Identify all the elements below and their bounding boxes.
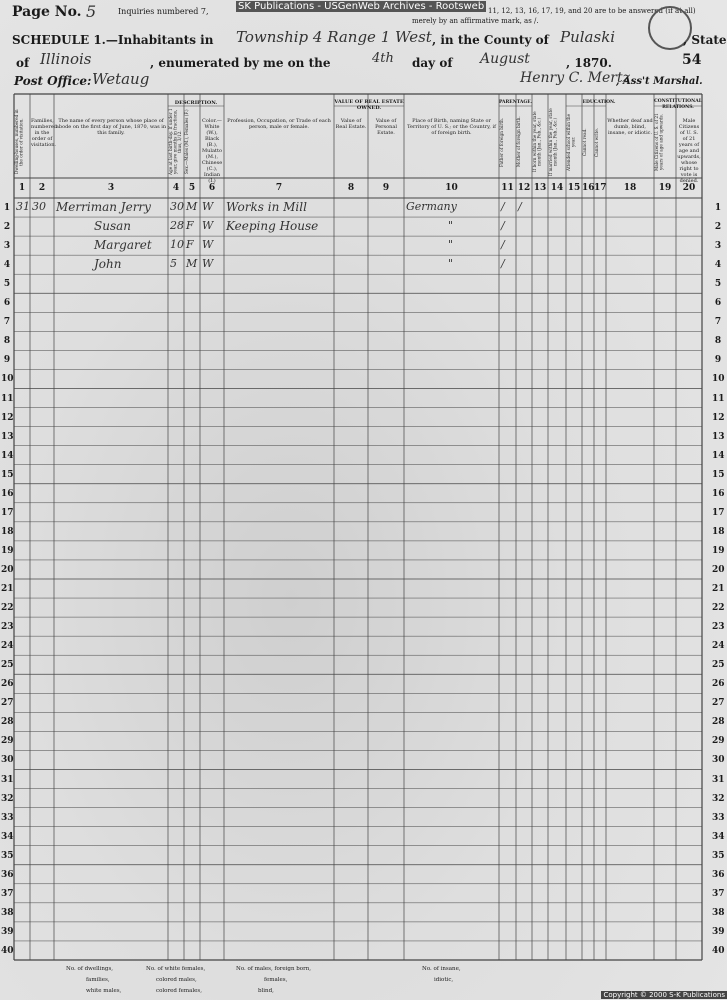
row-number-left: 6 xyxy=(3,298,11,309)
row-number-right: 26 xyxy=(712,679,725,690)
row-number-right: 8 xyxy=(714,336,722,347)
row-number-right: 18 xyxy=(712,526,725,537)
inquiries-note-right: 11, 12, 13, 16, 17, 19, and 20 are to be answered (if at all) xyxy=(488,7,696,15)
person-color: W xyxy=(202,200,214,213)
row-number-left: 1 xyxy=(3,203,11,213)
group-header-constitutional: CONSTITUTIONAL RELATIONS. xyxy=(654,99,702,110)
column-number-7: 7 xyxy=(275,183,283,193)
father-foreign-mark: / xyxy=(501,200,505,213)
row-number-left: 7 xyxy=(3,317,11,328)
person-age: 10 xyxy=(170,238,184,252)
row-number-right: 30 xyxy=(712,755,725,766)
person-sex: F xyxy=(186,219,194,233)
row-number-right: 37 xyxy=(712,888,725,899)
person-birthplace: Germany xyxy=(406,200,457,213)
column-header-11: Father of foreign birth. xyxy=(499,117,504,167)
row-number-right: 35 xyxy=(712,850,725,861)
column-header-13: If born within the year, state month (Jan., Feb., &c.) xyxy=(532,111,542,173)
day-value: 4th xyxy=(372,51,394,66)
footer-females-foreign: females, xyxy=(264,977,288,983)
column-number-14: 14 xyxy=(550,183,564,193)
row-number-left: 20 xyxy=(1,564,14,575)
column-header-1: Dwelling-houses, numbered in the order of visitation. xyxy=(14,109,24,175)
state-value: Illinois xyxy=(40,50,92,68)
column-header-2: Families, numbered in the order of visitation. xyxy=(31,118,57,148)
column-header-12: Mother of foreign birth. xyxy=(516,116,521,168)
row-number-right: 27 xyxy=(712,698,725,709)
row-number-right: 12 xyxy=(712,412,725,423)
row-number-left: 35 xyxy=(1,850,14,861)
column-header-6: Color.—White (W.), Black (B.), Mulatto (M.), Chinese (C.), Indian (I.) xyxy=(201,118,223,184)
column-number-20: 20 xyxy=(682,183,696,193)
person-birthplace: " xyxy=(448,238,454,252)
day-label: day of xyxy=(412,56,453,70)
father-foreign-mark: / xyxy=(501,257,505,271)
row-number-left: 4 xyxy=(3,260,11,271)
column-number-17: 17 xyxy=(594,183,607,193)
column-header-14: If married within the year, state month (Jan., Feb., &c.) xyxy=(548,108,558,176)
footer-colored-males: colored males, xyxy=(156,977,197,983)
township-value: Township 4 Range 1 West xyxy=(236,28,432,46)
column-header-8: Value of Real Estate. xyxy=(335,118,367,130)
row-number-right: 33 xyxy=(712,812,725,823)
row-number-left: 22 xyxy=(1,603,14,614)
marshal-label: , Ass't Marshal. xyxy=(616,76,703,87)
row-number-left: 16 xyxy=(1,488,14,499)
column-number-19: 19 xyxy=(658,183,672,193)
county-value: Pulaski xyxy=(560,28,616,46)
post-office-label: Post Office: xyxy=(14,74,92,88)
group-header-education: EDUCATION. xyxy=(582,100,616,105)
row-number-left: 31 xyxy=(1,774,14,785)
copyright-notice: Copyright © 2000 S-K Publications xyxy=(603,991,725,999)
column-header-9: Value of Personal Estate. xyxy=(375,118,397,136)
row-number-right: 22 xyxy=(712,603,725,614)
row-number-left: 21 xyxy=(1,584,14,594)
row-number-right: 29 xyxy=(712,736,725,747)
county-label: , in the County of xyxy=(432,33,549,47)
row-number-right: 25 xyxy=(712,660,725,671)
column-number-16: 16 xyxy=(582,183,595,193)
watermark-banner: SK Publications - USGenWeb Archives - Rootsweb xyxy=(238,1,485,12)
column-header-15: Attended school within the year. xyxy=(566,113,576,171)
row-number-right: 17 xyxy=(712,507,725,518)
column-header-3: The name of every person whose place of abode on the first day of June, 1870, was in this family. xyxy=(55,118,167,136)
row-number-right: 14 xyxy=(712,450,725,461)
person-occupation: Works in Mill xyxy=(226,200,307,214)
row-number-left: 3 xyxy=(3,241,11,252)
row-number-right: 24 xyxy=(712,641,725,652)
row-number-left: 34 xyxy=(1,831,14,842)
person-age: 30 xyxy=(170,200,184,213)
row-number-right: 7 xyxy=(714,317,722,328)
column-number-12: 12 xyxy=(517,183,531,193)
column-number-11: 11 xyxy=(501,183,514,193)
row-number-right: 38 xyxy=(712,907,725,918)
marshal-name: Henry C. Mertz xyxy=(520,70,630,86)
row-number-left: 17 xyxy=(1,507,14,518)
footer-colored-females: colored females, xyxy=(156,988,202,994)
column-header-20: Male Citizens of U. S. of 21 years of age and upwards, whose right to vote is denied. xyxy=(677,118,701,184)
row-number-right: 11 xyxy=(712,393,725,404)
row-number-right: 40 xyxy=(712,945,725,956)
row-number-right: 20 xyxy=(712,564,725,575)
row-number-right: 10 xyxy=(712,374,725,385)
person-sex: M xyxy=(186,200,198,213)
row-number-left: 25 xyxy=(1,660,14,671)
post-office-value: Wetaug xyxy=(92,70,150,88)
person-occupation: Keeping House xyxy=(226,219,319,234)
row-number-left: 30 xyxy=(1,755,14,766)
person-birthplace: " xyxy=(448,257,454,271)
group-header-parentage: PARENTAGE. xyxy=(499,100,533,105)
row-number-left: 14 xyxy=(1,450,14,461)
row-number-right: 28 xyxy=(712,717,725,728)
column-number-6: 6 xyxy=(208,183,216,193)
footer-white-males: white males, xyxy=(86,988,122,994)
state-label: , State xyxy=(683,33,727,47)
row-number-right: 6 xyxy=(714,298,722,309)
column-number-9: 9 xyxy=(382,183,390,193)
group-header-description: DESCRIPTION. xyxy=(174,100,218,106)
row-number-left: 36 xyxy=(1,869,14,880)
person-sex: F xyxy=(186,238,194,252)
row-number-right: 32 xyxy=(712,793,725,804)
person-age: 5 xyxy=(170,257,177,271)
footer-families: families, xyxy=(86,977,110,983)
person-sex: M xyxy=(186,257,198,271)
person-birthplace: " xyxy=(448,219,454,233)
column-number-10: 10 xyxy=(445,183,458,193)
row-number-right: 23 xyxy=(712,622,725,633)
row-number-left: 23 xyxy=(1,622,14,633)
column-header-4: Age at last birth-day. If under 1 year, give months in fractions, thus, 3/12. xyxy=(168,108,183,176)
of-label: of xyxy=(16,56,30,70)
row-number-right: 3 xyxy=(714,241,722,252)
family-number: 30 xyxy=(32,200,46,213)
footer-white-females: No. of white females, xyxy=(146,966,206,972)
row-number-right: 9 xyxy=(714,355,722,366)
row-number-right: 2 xyxy=(714,222,722,233)
row-number-right: 4 xyxy=(714,260,722,271)
row-number-left: 5 xyxy=(3,279,11,290)
column-number-8: 8 xyxy=(347,183,355,193)
column-number-18: 18 xyxy=(623,183,637,193)
page-label: Page No. xyxy=(12,4,82,20)
row-number-left: 29 xyxy=(1,736,14,747)
person-color: W xyxy=(202,219,214,233)
row-number-left: 15 xyxy=(1,469,14,480)
row-number-left: 2 xyxy=(3,222,11,233)
schedule-label: SCHEDULE 1.—Inhabitants in xyxy=(12,33,214,47)
person-color: W xyxy=(202,257,214,271)
row-number-left: 8 xyxy=(3,336,11,347)
row-number-left: 9 xyxy=(3,355,11,366)
column-header-5: Sex.—Males (M.), Females (F.) xyxy=(184,109,189,175)
father-foreign-mark: / xyxy=(501,238,505,252)
row-number-left: 37 xyxy=(1,888,14,899)
year-label: , 1870. xyxy=(566,56,612,70)
row-number-left: 28 xyxy=(1,717,14,728)
footer-insane: No. of insane, xyxy=(422,966,461,972)
row-number-left: 24 xyxy=(1,641,14,652)
group-header-real-estate: VALUE OF REAL ESTATE OWNED. xyxy=(334,99,404,111)
column-header-17: Cannot write. xyxy=(594,127,599,157)
row-number-right: 16 xyxy=(712,488,725,499)
row-number-left: 27 xyxy=(1,698,14,709)
mother-foreign-mark: / xyxy=(518,200,522,213)
column-header-7: Profession, Occupation, or Trade of each person, male or female. xyxy=(227,118,331,130)
row-number-right: 34 xyxy=(712,831,725,842)
row-number-right: 36 xyxy=(712,869,725,880)
row-number-left: 18 xyxy=(1,526,14,537)
row-number-left: 13 xyxy=(1,431,14,442)
person-name: Susan xyxy=(94,219,131,234)
row-number-left: 40 xyxy=(1,945,14,956)
row-number-left: 12 xyxy=(1,412,14,423)
column-header-10: Place of Birth, naming State or Territory of U. S.; or the Country, if of foreign birth. xyxy=(407,118,496,136)
row-number-right: 15 xyxy=(712,469,725,480)
column-number-4: 4 xyxy=(172,183,180,193)
person-age: 28 xyxy=(170,219,184,233)
row-number-left: 38 xyxy=(1,907,14,918)
row-number-right: 5 xyxy=(714,279,722,290)
father-foreign-mark: / xyxy=(501,219,505,233)
affirmative-note: merely by an affirmative mark, as /. xyxy=(412,17,539,25)
row-number-right: 1 xyxy=(714,203,722,213)
row-number-left: 39 xyxy=(1,926,14,937)
row-number-right: 19 xyxy=(712,545,725,556)
person-name: Merriman Jerry xyxy=(56,200,151,214)
column-number-1: 1 xyxy=(18,183,26,193)
column-number-2: 2 xyxy=(38,183,46,193)
row-number-left: 26 xyxy=(1,679,14,690)
page-number: 5 xyxy=(86,2,97,21)
enumerated-label: , enumerated by me on the xyxy=(150,56,331,70)
column-number-5: 5 xyxy=(188,183,196,193)
row-number-left: 11 xyxy=(1,393,14,404)
row-number-left: 33 xyxy=(1,812,14,823)
column-header-18: Whether deaf and dumb, blind, insane, or idiotic. xyxy=(607,118,653,136)
row-number-left: 32 xyxy=(1,793,14,804)
month-value: August xyxy=(480,51,530,67)
stamp-number: 54 xyxy=(682,52,702,68)
column-number-13: 13 xyxy=(533,183,547,193)
row-number-left: 10 xyxy=(1,374,14,385)
inquiries-note-left: Inquiries numbered 7, xyxy=(118,7,209,16)
column-header-16: Cannot read. xyxy=(582,128,587,156)
row-number-left: 19 xyxy=(1,545,14,556)
row-number-right: 31 xyxy=(712,774,725,785)
person-name: Margaret xyxy=(94,238,152,253)
dwelling-number: 31 xyxy=(16,200,30,213)
footer-idiotic: idiotic, xyxy=(434,977,454,983)
footer-males-foreign: No. of males, foreign born, xyxy=(236,966,311,972)
column-number-15: 15 xyxy=(567,183,581,193)
column-number-3: 3 xyxy=(107,183,115,193)
footer-dwellings: No. of dwellings, xyxy=(66,966,114,972)
row-number-right: 13 xyxy=(712,431,725,442)
row-number-right: 39 xyxy=(712,926,725,937)
column-header-19: Male Citizens of U. S. of 21 years of age and upwards. xyxy=(654,113,664,171)
footer-blind: blind, xyxy=(258,988,274,994)
person-name: John xyxy=(94,257,122,272)
row-number-right: 21 xyxy=(712,584,725,594)
person-color: W xyxy=(202,238,214,252)
